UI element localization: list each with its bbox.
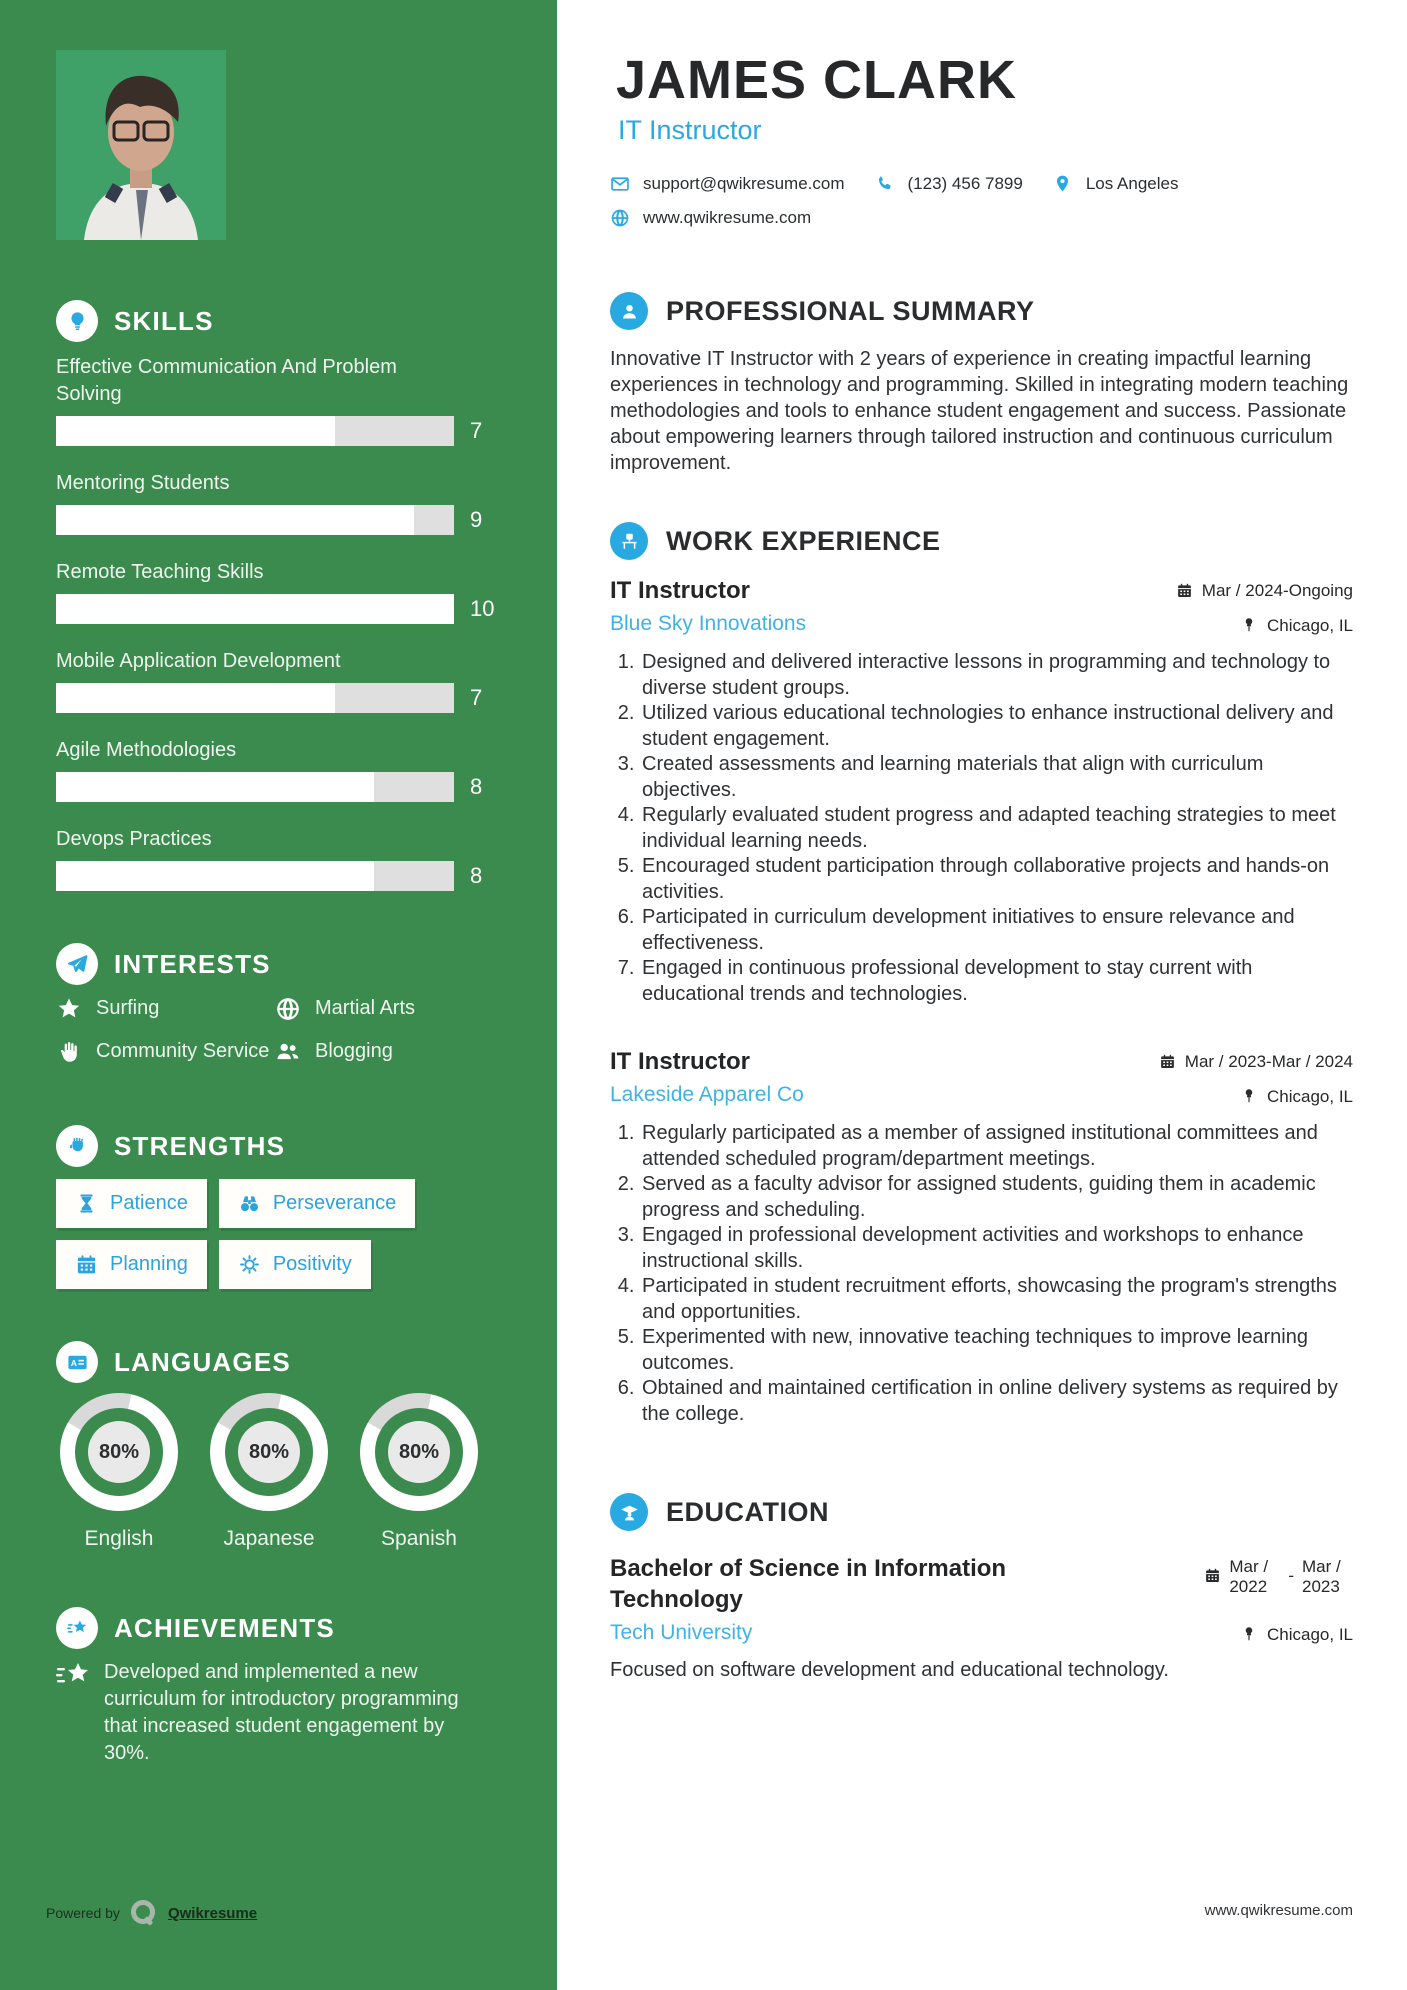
degree-title: Bachelor of Science in Information Technology: [610, 1555, 1007, 1613]
skill-value: 8: [470, 863, 483, 888]
job-bullet: 6. Obtained and maintained certification in online delivery systems as required by the college.: [640, 1376, 1353, 1427]
education-entry: [610, 1553, 1353, 1615]
language-progress-ring: [60, 1393, 178, 1511]
job-bullet: 6. Participated in curriculum development initiatives to ensure relevance and effectiveness.: [640, 905, 1353, 956]
language-label: English: [84, 1527, 154, 1550]
contact-website[interactable]: www.qwikresume.com: [610, 208, 811, 228]
date-separator: -: [1288, 1566, 1294, 1585]
education-dates: [1204, 1557, 1353, 1597]
job-dates: Mar / 2023-Mar / 2024: [1159, 1052, 1353, 1072]
pushpin-icon: [1241, 1088, 1258, 1105]
job-bullet: 3. Engaged in professional development activities and workshops to enhance instructional skills.: [640, 1223, 1353, 1274]
calendar-icon: [1159, 1053, 1176, 1070]
job-location: Chicago, IL: [1241, 1087, 1353, 1107]
contact-phone: (123) 456 7899: [875, 174, 1023, 194]
skill-label: Mobile Application Development: [56, 650, 341, 672]
job-bullet: 4. Participated in student recruitment efforts, showcasing the program's strengths and opportunities.: [640, 1274, 1353, 1325]
job-bullet-list: [610, 650, 1353, 1007]
strength-label: Planning: [110, 1253, 188, 1275]
job-bullet: 5. Encouraged student participation through collaborative projects and hands-on activities.: [640, 854, 1353, 905]
interest-item: [275, 995, 486, 1022]
language-percent: 80%: [88, 1421, 150, 1483]
language-percent: 80%: [238, 1421, 300, 1483]
skill-label: Mentoring Students: [56, 472, 230, 494]
svg-text:A: A: [70, 1357, 77, 1368]
job-bullet: 1. Regularly participated as a member of assigned institutional committees and attended scheduled program/department meetings.: [640, 1121, 1353, 1172]
powered-by: [46, 1898, 257, 1928]
job-bullet: 2. Served as a faculty advisor for assigned students, guiding them in academic progress and scheduling.: [640, 1172, 1353, 1223]
phone-icon: [875, 174, 895, 194]
language-progress-ring: [210, 1393, 328, 1511]
skill-value: 8: [470, 774, 483, 799]
interest-item: [56, 995, 275, 1022]
skill-bar: [56, 594, 557, 624]
job-bullet: 7. Engaged in continuous professional development to stay current with educational trends and technologies.: [640, 956, 1353, 1007]
interest-label: Surfing: [96, 997, 160, 1019]
achievement-item: [56, 1659, 480, 1767]
strength-label: Positivity: [272, 1253, 352, 1275]
graduate-icon: [610, 1493, 648, 1531]
skills-heading: SKILLS: [114, 305, 214, 336]
languages-section-header: [56, 1341, 557, 1383]
binoculars-icon: [238, 1192, 261, 1215]
fist-icon: [56, 1125, 98, 1167]
person-title: IT Instructor: [618, 115, 762, 145]
language-percent: 80%: [388, 1421, 450, 1483]
pushpin-icon: [1241, 1626, 1258, 1643]
desk-icon: [610, 522, 648, 560]
strengths-heading: STRENGTHS: [114, 1130, 286, 1161]
hourglass-icon: [75, 1192, 98, 1215]
interest-item: [56, 1038, 275, 1065]
globe-icon: [275, 996, 301, 1022]
contact-email[interactable]: support@qwikresume.com: [610, 174, 845, 194]
skill-label: Agile Methodologies: [56, 739, 237, 761]
language-label: Japanese: [223, 1527, 315, 1550]
skill-bar: [56, 683, 557, 713]
job-dates: Mar / 2024-Ongoing: [1176, 581, 1353, 601]
strength-chip: [56, 1179, 207, 1228]
education-note: Focused on software development and educational technology.: [610, 1659, 1169, 1681]
education-end-date: Mar / 2023: [1302, 1557, 1341, 1596]
skill-label: Remote Teaching Skills: [56, 561, 264, 583]
interest-label: Blogging: [315, 1040, 393, 1062]
location-pin-icon: [1053, 174, 1073, 194]
strengths-list: [56, 1179, 496, 1289]
languages-heading: LANGUAGES: [114, 1346, 291, 1377]
job-company[interactable]: Lakeside Apparel Co: [610, 1082, 804, 1106]
globe-icon: [610, 208, 630, 228]
interest-label: Martial Arts: [315, 997, 416, 1019]
profile-photo-illustration: [56, 50, 226, 240]
footer-website[interactable]: www.qwikresume.com: [1204, 1902, 1353, 1919]
shooting-star-icon: [56, 1661, 90, 1691]
strength-label: Perseverance: [272, 1192, 397, 1214]
achievements-section-header: [56, 1607, 557, 1649]
school-name[interactable]: Tech University: [610, 1620, 753, 1644]
sun-icon: [238, 1253, 261, 1276]
summary-heading: PROFESSIONAL SUMMARY: [666, 295, 1035, 326]
strength-chip: [219, 1179, 415, 1228]
strength-chip: [56, 1240, 207, 1289]
job-bullet: 4. Regularly evaluated student progress and adapted teaching strategies to meet individual learning needs.: [640, 803, 1353, 854]
sidebar: [0, 0, 557, 1990]
job-bullet: 3. Created assessments and learning materials that align with curriculum objectives.: [640, 752, 1353, 803]
qwikresume-logo-icon: [129, 1898, 159, 1928]
interest-label: Community Service: [96, 1040, 270, 1062]
interests-section-header: [56, 943, 557, 985]
star-icon: [56, 996, 82, 1022]
interests-heading: INTERESTS: [114, 948, 271, 979]
contact-row: [610, 174, 1353, 194]
interests-list: [56, 995, 486, 1065]
skill-bar: [56, 416, 557, 446]
job-title: IT Instructor: [610, 1048, 751, 1075]
strength-label: Patience: [110, 1192, 188, 1214]
contact-row: [610, 208, 1353, 228]
skill-value: 7: [470, 685, 483, 710]
education-location: Chicago, IL: [1241, 1625, 1353, 1645]
summary-section-header: [610, 292, 1353, 330]
skill-value: 9: [470, 507, 483, 532]
language-progress-ring: [360, 1393, 478, 1511]
job-bullet: 5. Experimented with new, innovative teaching techniques to improve learning outcomes.: [640, 1325, 1353, 1376]
language-label: Spanish: [381, 1527, 457, 1550]
shooting-star-icon: [56, 1607, 98, 1649]
skill-bar: [56, 772, 557, 802]
translate-icon: [56, 1341, 98, 1383]
skill-value: 7: [470, 418, 483, 443]
education-start-date: Mar / 2022: [1229, 1557, 1269, 1596]
strengths-section-header: [56, 1125, 557, 1167]
powered-by-label: Powered by: [46, 1905, 120, 1921]
education-heading: EDUCATION: [666, 1496, 829, 1527]
calendar-icon: [1204, 1567, 1221, 1584]
paper-plane-icon: [56, 943, 98, 985]
lightbulb-icon: [56, 300, 98, 342]
profile-photo: [56, 50, 226, 240]
language-item: [56, 1393, 182, 1551]
skill-value: 10: [470, 596, 495, 621]
job-location: Chicago, IL: [1241, 616, 1353, 636]
envelope-icon: [610, 174, 630, 194]
person-name: JAMES CLARK: [616, 50, 1018, 110]
work-heading: WORK EXPERIENCE: [666, 525, 941, 556]
job-bullet: 1. Designed and delivered interactive lessons in programming and technology to diverse student groups.: [640, 650, 1353, 701]
job-entry: [610, 1047, 1353, 1427]
skills-section-header: [56, 300, 557, 342]
qwikresume-link[interactable]: Qwikresume: [167, 1904, 258, 1922]
language-item: [356, 1393, 482, 1551]
work-section-header: [610, 522, 1353, 560]
users-icon: [275, 1039, 301, 1065]
summary-text: Innovative IT Instructor with 2 years of experience in creating impactful learning experiences in technology and programming. Skilled in integrating modern teaching methodologies and tools to enhance student engagement and success. Passionate about empowering learners through tailored instruction and continuous curriculum improvement.: [610, 348, 1349, 474]
job-entry: [610, 576, 1353, 1007]
calendar-icon: [1176, 582, 1193, 599]
skill-bar: [56, 505, 557, 535]
languages-list: [56, 1393, 557, 1551]
strength-chip: [219, 1240, 371, 1289]
language-item: [206, 1393, 332, 1551]
education-section-header: [610, 1493, 1353, 1531]
job-title: IT Instructor: [610, 577, 751, 604]
achievement-text: Developed and implemented a new curriculum for introductory programming that increased student engagement by 30%.: [104, 1661, 459, 1764]
hand-icon: [56, 1039, 82, 1065]
job-company[interactable]: Blue Sky Innovations: [610, 611, 807, 635]
pushpin-icon: [1241, 617, 1258, 634]
skill-bar: [56, 861, 557, 891]
calendar-icon: [75, 1253, 98, 1276]
skill-label: Effective Communication And Problem Solving: [56, 356, 397, 405]
main-column: [610, 0, 1353, 1682]
interest-item: [275, 1038, 486, 1065]
achievements-heading: ACHIEVEMENTS: [114, 1612, 335, 1643]
contact-location: Los Angeles: [1053, 174, 1179, 194]
person-icon: [610, 292, 648, 330]
job-bullet-list: [610, 1121, 1353, 1427]
job-bullet: 2. Utilized various educational technologies to enhance instructional delivery and student engagement.: [640, 701, 1353, 752]
skill-label: Devops Practices: [56, 828, 212, 850]
